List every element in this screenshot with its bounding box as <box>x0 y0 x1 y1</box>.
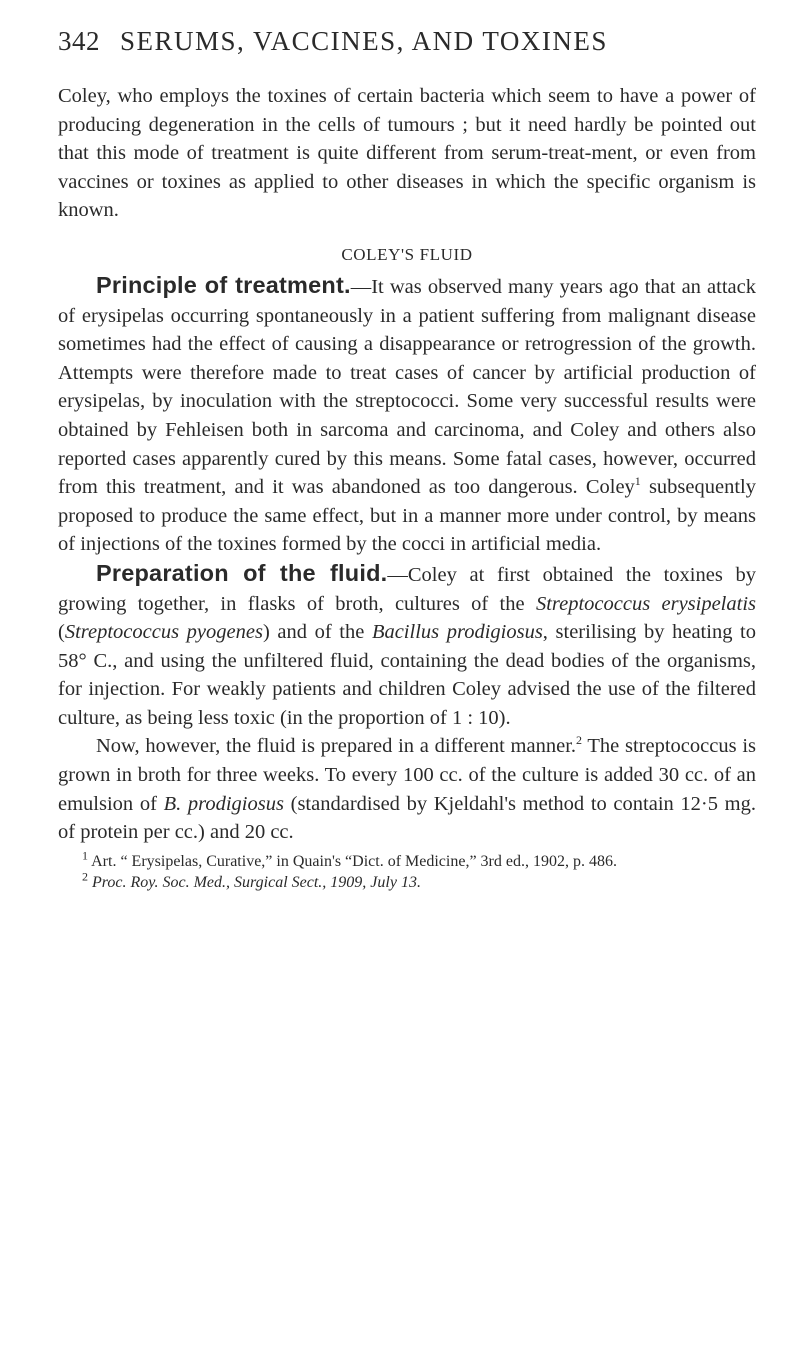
section-heading: COLEY'S FLUID <box>341 244 473 264</box>
method-text-c: (standardised by Kjeldahl's method to contain 12·5 mg. of protein per cc.) and 20 cc. <box>58 792 756 844</box>
species-name: Streptococcus pyogenes <box>64 621 263 644</box>
intro-paragraph: Coley, who employs the toxines of certain bacteria which seem to have a power of producing degeneration in the cells of tumours ; but it need hardly be pointed out that this mode of treatment is quite different from serum-treat-ment, or even from vaccines or toxines as applied to other diseases in which the specific organism is known. <box>58 85 756 222</box>
preparation-text-c: ) and of the <box>262 621 372 644</box>
principle-text-a: —It was observed many years ago that an attack of erysipelas occurring spontaneously in a patient suffering from malignant disease sometimes had the effect of causing a disappearance or retrogression of the growth. Attempts were therefore made to treat cases of cancer by artificial production of erysipelas, by inoculation with the streptococci. Some very successful results were obtained by Fehleisen both in sarcoma and carcinoma, and Coley and others also reported cases apparently cured by this means. Some fatal cases, however, occurred from this treatment, and it was abandoned as too dangerous. Coley <box>58 275 756 499</box>
footnote-2 <box>58 869 756 893</box>
footnote-mark: 2 <box>82 869 88 884</box>
footnote-text: Proc. Roy. Soc. Med., Surgical Sect., 1909, July 13. <box>88 873 421 891</box>
footnote-1 <box>58 848 756 872</box>
method-text-b: The streptococcus is grown in broth for three weeks. To every 100 cc. of the culture is added 30 cc. of an emulsion of <box>58 735 756 815</box>
preparation-paragraph <box>58 559 756 733</box>
preparation-text-b: ( <box>58 621 65 644</box>
running-head <box>58 0 756 82</box>
principle-paragraph <box>58 271 756 559</box>
principle-title: Principle of treatment. <box>96 271 351 298</box>
species-name: Streptococcus erysipelatis <box>535 592 756 615</box>
running-title: SERUMS, VACCINES, AND TOXINES <box>120 25 608 56</box>
preparation-title: Preparation of the fluid. <box>96 559 388 586</box>
footnote-ref-2: 2 <box>576 733 583 748</box>
footnote-text: Art. “ Erysipelas, Curative,” in Quain's “Dict. of Medicine,” 3rd ed., 1902, p. 486. <box>88 852 617 870</box>
preparation-text-d: , sterilising by heating to 58° C., and using the unfiltered fluid, containing the dead bodies of the organisms, for injection. For weakly patients and children Coley advised the use of the filtered culture, as being less toxic (in the proportion of 1 : 10). <box>58 621 756 729</box>
species-name: B. prodigiosus <box>163 792 284 815</box>
footnote-mark: 1 <box>82 848 88 863</box>
page-number: 342 <box>58 25 100 56</box>
principle-text-b: subsequently proposed to produce the same effect, but in a manner more under control, by means of injections of the toxines formed by the cocci in artificial media. <box>58 476 756 556</box>
preparation-text-a: —Coley at first obtained the toxines by growing together, in flasks of broth, cultures of the <box>58 563 756 615</box>
species-name: Bacillus prodigiosus <box>371 621 543 644</box>
footnotes <box>58 848 756 893</box>
method-paragraph <box>58 732 756 846</box>
footnote-ref-1: 1 <box>634 474 641 489</box>
method-text-a: Now, however, the fluid is prepared in a different manner. <box>96 735 577 758</box>
